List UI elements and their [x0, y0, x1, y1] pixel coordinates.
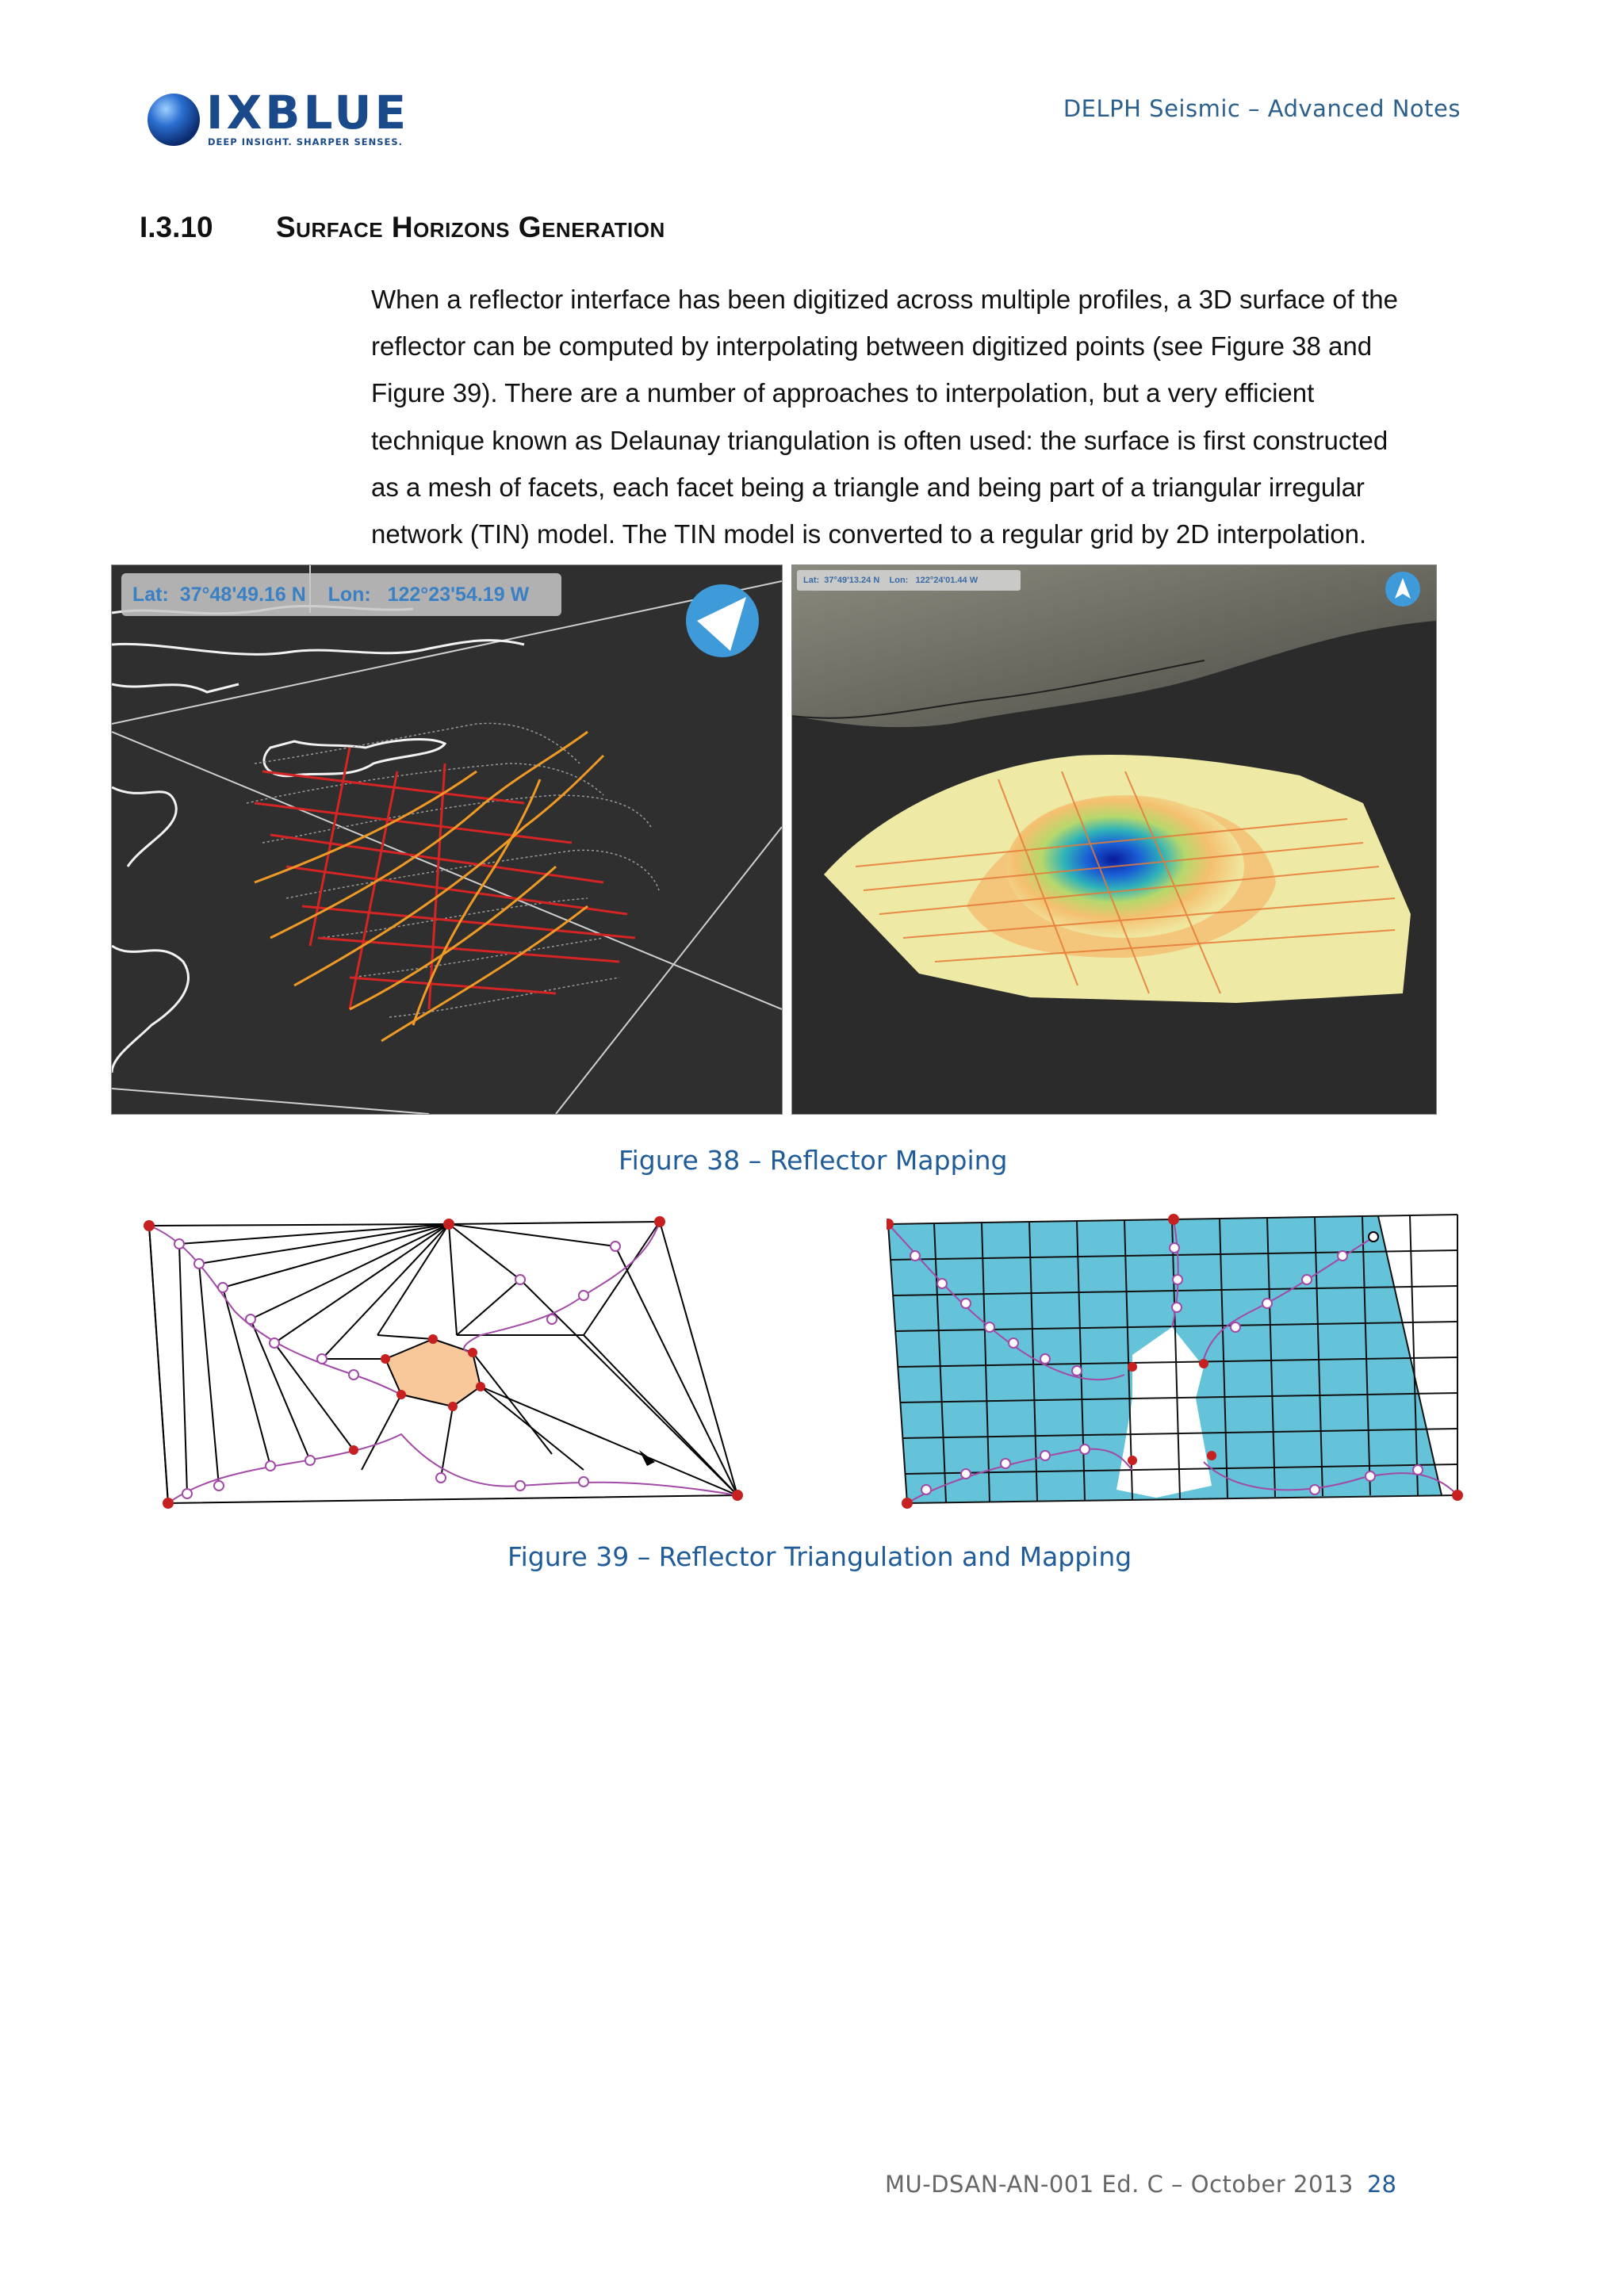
figure-39-triangulation — [140, 1208, 758, 1517]
paragraph-line: network (TIN) model. The TIN model is converted to a regular grid by 2D interpolation. — [371, 519, 1367, 549]
figure-38-surface-3d — [791, 564, 1437, 1115]
surface-3d-graphic — [792, 565, 1436, 1114]
section-number: I.3.10 — [140, 211, 213, 243]
section-title: Surface Horizons Generation — [276, 211, 665, 243]
paragraph-line: technique known as Delaunay triangulation is often used: the surface is first constructed — [371, 425, 1388, 455]
logo-tagline: DEEP INSIGHT. SHARPER SENSES. — [208, 136, 404, 147]
figure-39-caption: Figure 39 – Reflector Triangulation and Mapping — [508, 1541, 1132, 1572]
grid-mapping-diagram — [887, 1208, 1473, 1517]
globe-icon — [146, 92, 201, 147]
logo-wordmark: IXBLUE — [206, 86, 410, 140]
line-map-graphic — [112, 565, 782, 1114]
paragraph-line: Figure 39). There are a number of approaches to interpolation, but a very efficient — [371, 378, 1315, 408]
footer-document-reference: MU-DSAN-AN-001 Ed. C – October 2013 — [885, 2171, 1354, 2198]
paragraph-line: When a reflector interface has been digitized across multiple profiles, a 3D surface of the — [371, 285, 1398, 314]
figure-38-caption: Figure 38 – Reflector Mapping — [619, 1145, 1008, 1176]
coordinate-readout: Lat: 37°49'13.24 N Lon: 122°24'01.44 W — [797, 570, 1021, 591]
ixblue-logo — [143, 87, 444, 151]
paragraph-line: as a mesh of facets, each facet being a triangle and being part of a triangular irregular — [371, 472, 1365, 502]
paragraph-line: reflector can be computed by interpolating between digitized points (see Figure 38 and — [371, 331, 1373, 362]
coordinate-readout: Lat: 37°48'49.16 N Lon: 122°23'54.19 W — [121, 573, 561, 616]
figure-38-line-map — [111, 564, 783, 1115]
body-paragraph — [371, 276, 1456, 557]
figure-39-grid-mapping — [887, 1208, 1473, 1517]
document-title: DELPH Seismic – Advanced Notes — [1063, 95, 1461, 122]
triangulation-diagram — [140, 1208, 758, 1517]
page-number: 28 — [1367, 2171, 1396, 2198]
